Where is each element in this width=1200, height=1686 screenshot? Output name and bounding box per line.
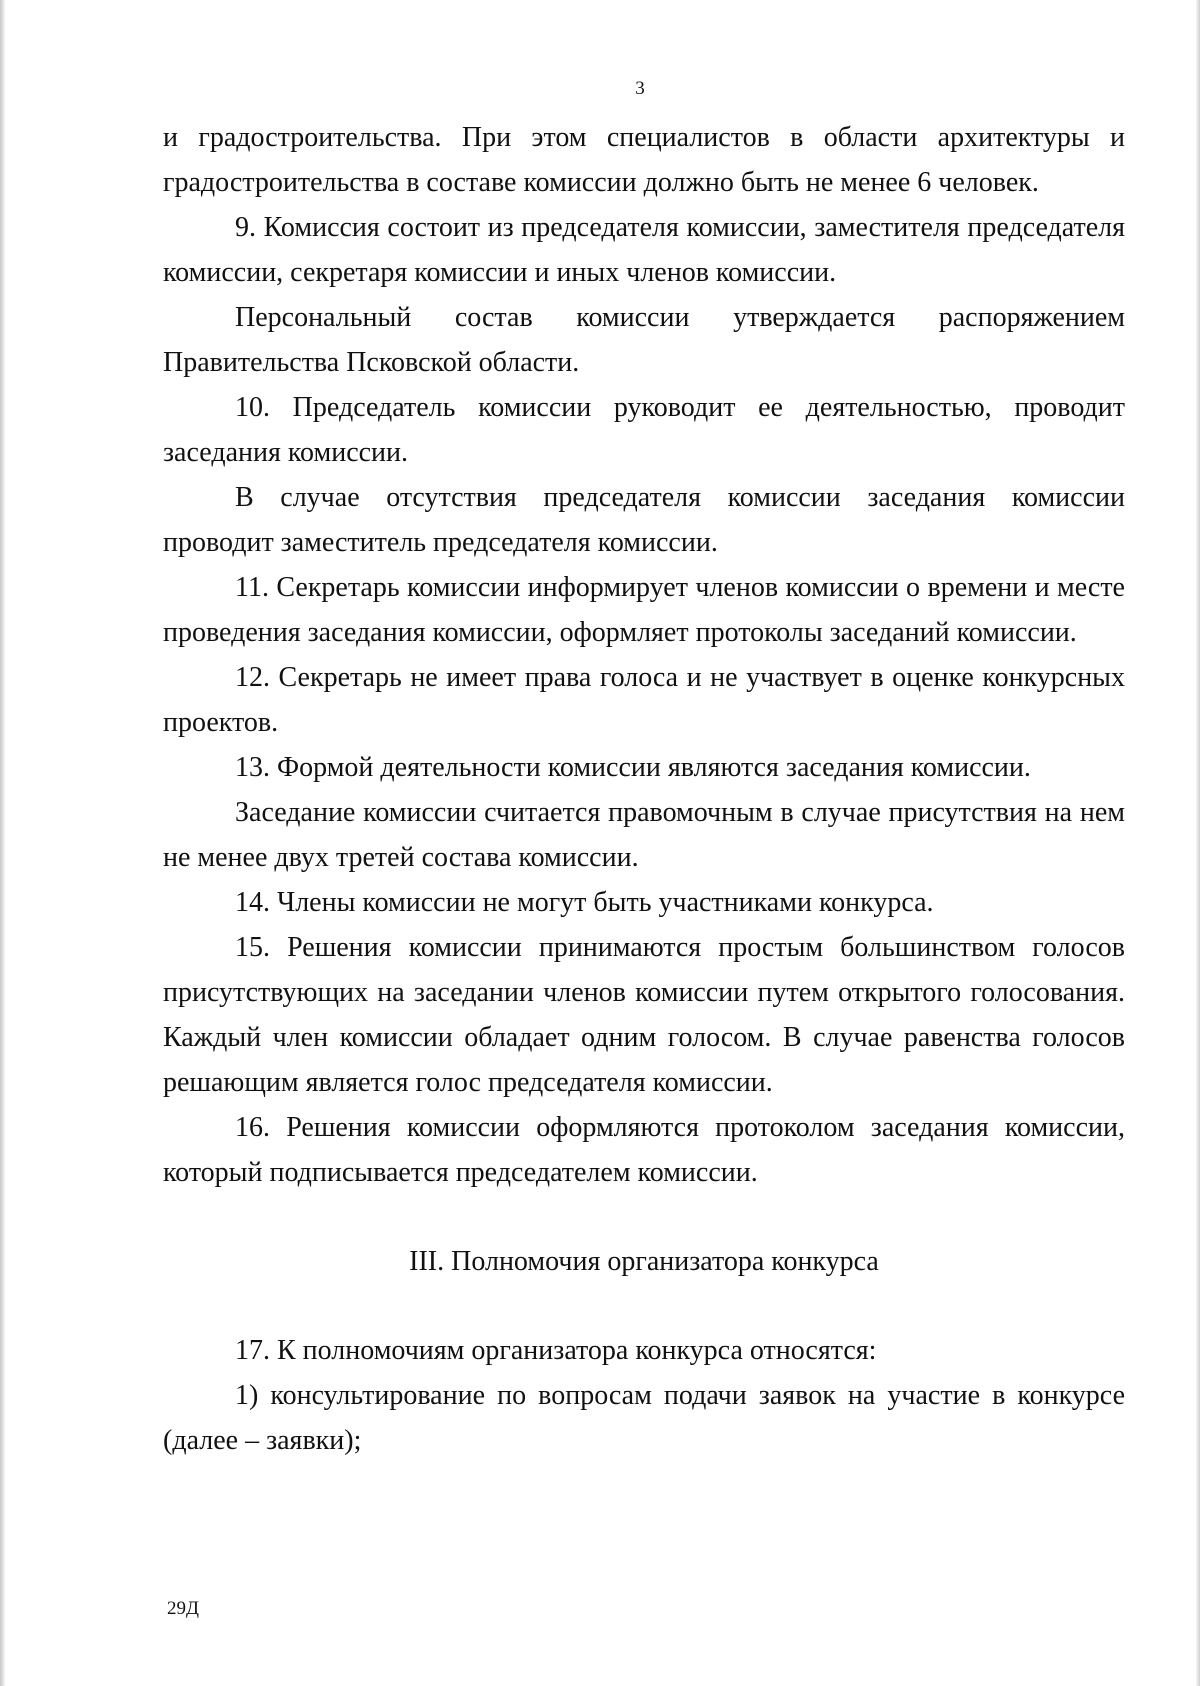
paragraph-personnel: Персональный состав комиссии утверждается распоряжением Правительства Псковской области. <box>163 302 1125 378</box>
section-heading: III. Полномочия организатора конкурса <box>409 1246 879 1277</box>
paragraph-continuation: и градостроительства. При этом специалистов в области архитектуры и градостроительства в составе комиссии должно быть не менее 6 человек. <box>163 122 1125 198</box>
paragraph-item-10: 10. Председатель комиссии руководит ее деятельностью, проводит заседания комиссии. <box>163 392 1125 468</box>
scan-edge-right <box>1196 0 1200 1686</box>
scan-edge-left <box>0 0 5 1686</box>
document-body <box>163 115 1125 1463</box>
footer-code: 29Д <box>167 1598 199 1619</box>
paragraph-item-13: 13. Формой деятельности комиссии являются заседания комиссии. <box>235 752 1031 783</box>
paragraph-item-14: 14. Члены комиссии не могут быть участниками конкурса. <box>235 887 934 918</box>
paragraph-item-17: 17. К полномочиям организатора конкурса относятся: <box>235 1335 877 1366</box>
paragraph-subitem-1: 1) консультирование по вопросам подачи заявок на участие в конкурсе (далее – заявки); <box>163 1380 1125 1456</box>
paragraph-item-15: 15. Решения комиссии принимаются простым большинством голосов присутствующих на заседании членов комиссии путем открытого голосования. Каждый член комиссии обладает одним голосом. В случае равенства голосов решающим является голос председателя комиссии. <box>163 932 1125 1098</box>
paragraph-item-12: 12. Секретарь не имеет права голоса и не участвует в оценке конкурсных проектов. <box>163 662 1125 738</box>
paragraph-item-16: 16. Решения комиссии оформляются протоколом заседания комиссии, который подписывается председателем комиссии. <box>163 1112 1125 1188</box>
paragraph-absence: В случае отсутствия председателя комиссии заседания комиссии проводит заместитель председателя комиссии. <box>163 482 1125 558</box>
paragraph-quorum: Заседание комиссии считается правомочным в случае присутствия на нем не менее двух третей состава комиссии. <box>163 797 1125 873</box>
page-number: 3 <box>635 78 645 99</box>
paragraph-item-11: 11. Секретарь комиссии информирует членов комиссии о времени и месте проведения заседания комиссии, оформляет протоколы заседаний комиссии. <box>163 572 1125 648</box>
paragraph-item-9: 9. Комиссия состоит из председателя комиссии, заместителя председателя комиссии, секретаря комиссии и иных членов комиссии. <box>163 212 1125 288</box>
